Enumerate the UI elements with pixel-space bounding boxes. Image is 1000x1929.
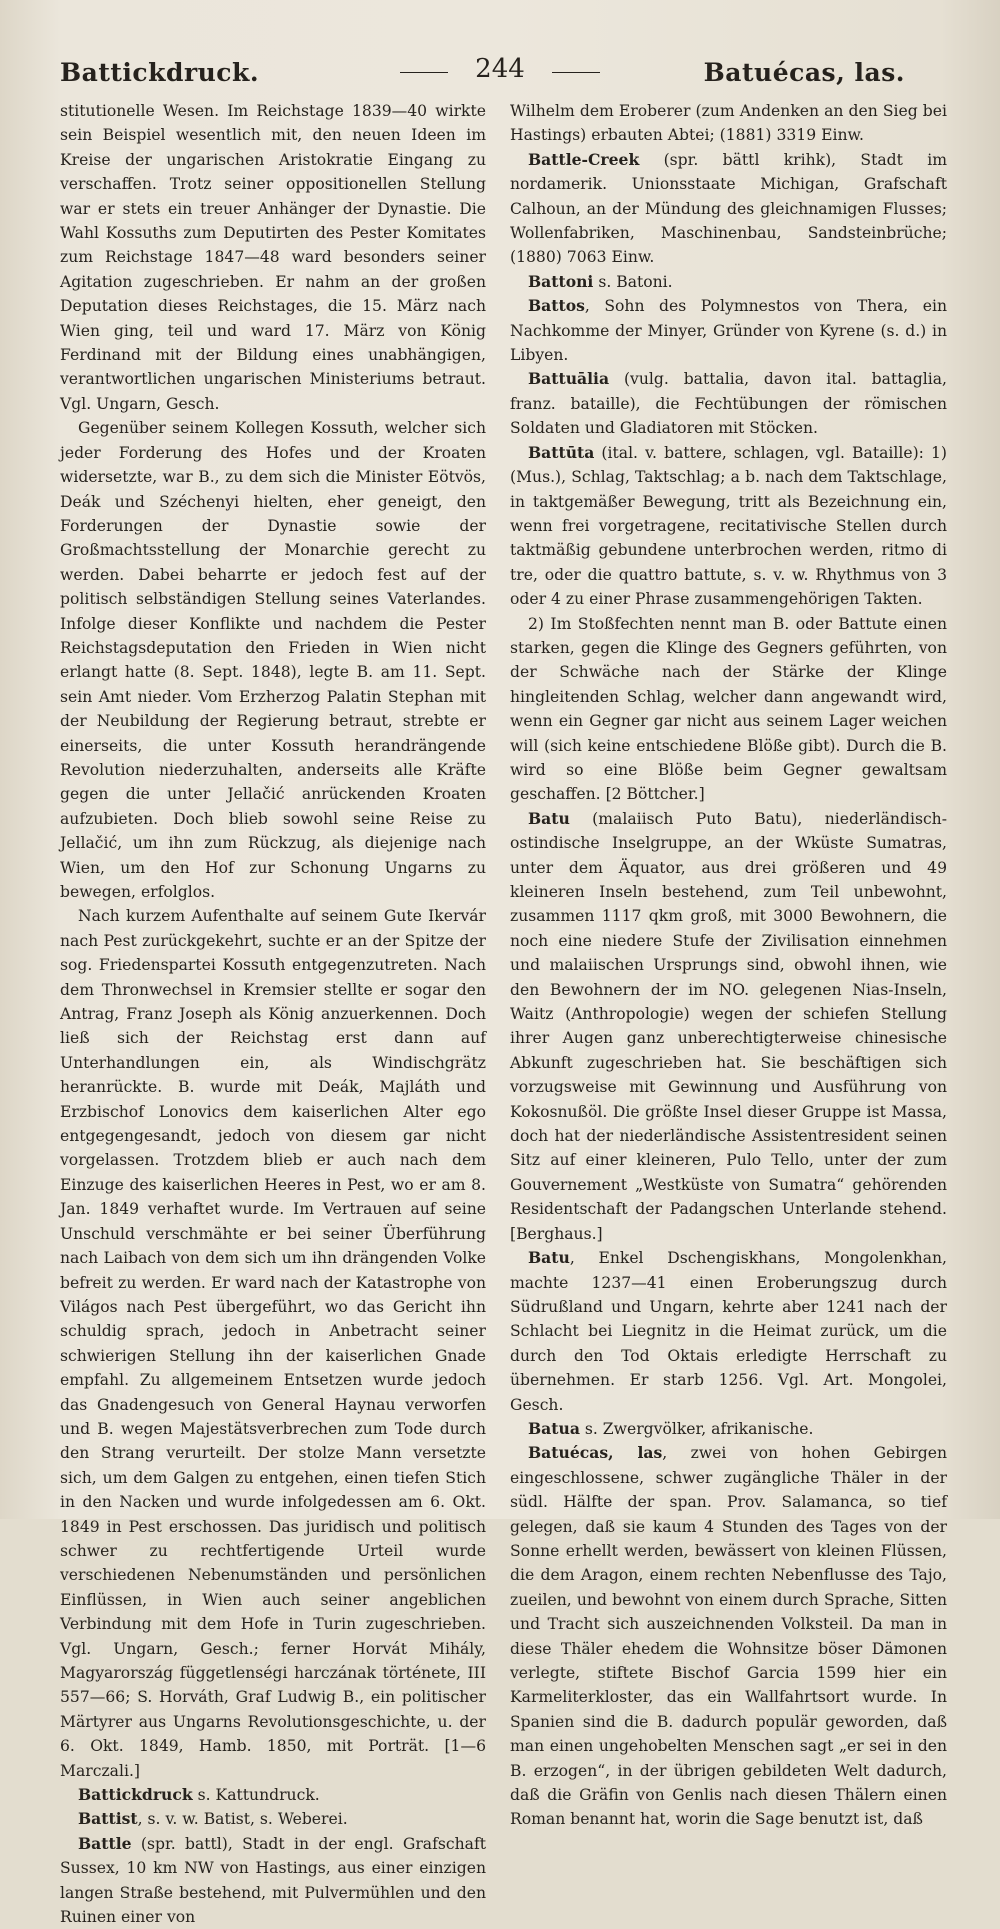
entry-lemma: Battūta [528,442,595,462]
entry-text: s. Zwergvölker, afrikanische. [579,1419,814,1438]
entry-text: (ital. v. battere, schlagen, vgl. Bataille): 1) (Mus.), Schlag, Taktschlag; a b. nach dem Taktschlage, in taktgemäßer Bewegung, tritt als Bezeichnung ein, wenn frei vorgetragene, recitativische Stellen durch taktmäßig gebundene unterbrochen werden, ritmo di tre, oder die quattro battute, s. v. w. Rhythmus von 3 oder 4 zu einer Phrase zusammengehörigen Takten. [510,443,947,609]
entry-text: (spr. bättl krihk), Stadt im nordamerik. Unionsstaate Michigan, Grafschaft Calhoun, an der Mündung des gleichnamigen Flusses; Wollenfabriken, Maschinenbau, Sandsteinbrüche; (1880) 7063 Einw. [510,150,947,267]
continuation-paragraph: stitutionelle Wesen. Im Reichstage 1839—40 wirkte sein Beispiel wesentlich mit, den neuen Ideen im Kreise der ungarischen Aristokratie Eingang zu verschaffen. Trotz seiner oppositionellen Stellung war er stets ein treuer Anhänger der Dynastie. Die Wahl Kossuths zum Deputirten des Pester Komitates zum Reichstage 1847—48 ward besonders seiner Agitation zugeschrieben. Er nahm an der großen Deputation dieses Reichstages, die 15. März nach Wien ging, teil und ward 17. März von König Ferdinand mit der Bildung eines unabhängigen, verantwortlichen ungarischen Ministeriums betraut. Vgl. Ungarn, Gesch. [60,102,486,413]
entry-text: , s. v. w. Batist, s. Weberei. [137,1810,348,1829]
entry [510,807,947,1246]
author-signature: [1—6 Marczali.] [60,1737,486,1780]
entry-lemma: Battle [78,1833,132,1853]
entry-lemma: Battos [528,296,585,316]
entry [60,1832,486,1929]
entry [510,270,947,294]
right-column [510,99,947,1829]
entry-text: (spr. battl), Stadt in der engl. Grafschaft Sussex, 10 km NW von Hastings, aus einer einzigen langen Straße bestehend, mit Pulvermühlen und den Ruinen einer von [60,1834,486,1927]
paragraph: Gegenüber seinem Kollegen Kossuth, welcher sich jeder Forderung des Hofes und der Kroaten widersetzte, war B., zu dem sich die Minister Eötvös, Deák und Széchenyi hielten, eher geneigt, den Forderungen der Dynastie sowie der Großmachtsstellung der Monarchie gerecht zu werden. Dabei beharrte er jedoch fest auf der politisch selbständigen Stellung seines Vaterlandes. Infolge dieser Konflikte und nachdem die Pester Reichstagsdeputation den Frieden in Wien nicht erlangt hatte (8. Sept. 1848), legte B. am 11. Sept. sein Amt nieder. Vom Erzherzog Palatin Stephan mit der Neubildung der Regierung betraut, strebte er einerseits, die unter Kossuth herandrängende Revolution niederzuhalten, anderseits alle Kräfte gegen die unter Jellačić anrückenden Kroaten aufzubieten. Doch blieb sowohl seine Reise zu Jellačić, um ihn zum Rückzug, als diejenige nach Wien, um den Hof zur Schonung Ungarns zu bewegen, erfolglos. [60,419,486,901]
entry-lemma: Battist [78,1809,138,1829]
entry [510,1246,947,1417]
entry-lemma: Battuālia [528,369,610,389]
author-signature: [Berghaus.] [510,1224,603,1243]
entry-lemma: Batu [528,1248,570,1268]
continuation-paragraph: Wilhelm dem Eroberer (zum Andenken an den Sieg bei Hastings) erbauten Abtei; (1881) 3319 Einw. [510,102,947,145]
entry-text: s. Batoni. [593,272,673,291]
entry-lemma: Batua [528,1418,580,1438]
entry-text: (vulg. battalia, davon ital. battaglia, franz. bataille), die Fechtübungen der römischen Soldaten und Gladiatoren mit Stöcken. [510,370,947,438]
entry-lemma: Batu [528,808,570,828]
entry-text: s. Kattundruck. [192,1786,320,1805]
paragraph [60,904,486,1783]
header-right-catchword: Batuécas, las. [703,58,905,87]
paragraph-text: Nach kurzem Aufenthalte auf seinem Gute Ikervár nach Pest zurückgekehrt, suchte er an der Spitze der sog. Friedenspartei Kossuth entgegenzutreten. Nach dem Thronwechsel in Kremsier stellte er sogar den Antrag, Franz Joseph als König anzuerkennen. Doch ließ sich der Reichstag erst dann auf Unterhandlungen ein, als Windischgrätz heranrückte. B. wurde mit Deák, Majláth und Erzbischof Lonovics dem kaiserlichen Alter ego entgegengesandt, jedoch von diesem gar nicht vorgelassen. Trotzdem blieb er auch nach dem Einzuge des kaiserlichen Heeres in Pest, wo er am 8. Jan. 1849 verhaftet wurde. Im Vertrauen auf seine Unschuld verschmähte er bei seiner Überführung nach Laibach von dem sich um ihn drängenden Volke befreit zu werden. Er ward nach der Katastrophe von Világos nach Pest übergeführt, wo das Gericht ihn schuldig sprach, jedoch in Anbetracht seiner schwierigen Stellung ihn der kaiserlichen Gnade empfahl. Zu allgemeinem Entsetzen wurde jedoch das Gnadengesuch von General Haynau verworfen und B. wegen Majestätsverbrechen zum Tode durch den Strang verurteilt. Der stolze Mann versetzte sich, um dem Galgen zu entgehen, einen tiefen Stich in den Nacken und wurde infolgedessen am 6. Okt. 1849 in Pest erschossen. Das juridisch und politisch schwer zu rechtfertigende Urteil wurde verschiedenen Nebenumständen und persönlichen Einflüssen, in Wien auch seiner angeblichen Verbindung mit dem Hofe in Turin zugeschrieben. Vgl. Ungarn, Gesch.; ferner Horvát Mihály, Magyarország függetlenségi harczának története, III 557—66; S. Horváth, Graf Ludwig B., ein politischer Märtyrer aus Ungarns Revolutionsgeschichte, u. der 6. Okt. 1849, Hamb. 1850, mit Porträt. [60,907,486,1756]
entry [510,1417,947,1441]
author-signature: [2 Böttcher.] [605,785,705,804]
page-number: 244 [400,54,600,84]
entry [510,294,947,367]
sub-entry-paragraph [510,612,947,807]
entry [510,1441,947,1832]
entry [510,367,947,440]
entry-text: , Sohn des Polymnestos von Thera, ein Nachkomme der Minyer, Gründer von Kyrene (s. d.) in Libyen. [510,297,947,365]
entry-text: , Enkel Dschengiskhans, Mongolenkhan, machte 1237—41 einen Eroberungszug durch Südrußland und Ungarn, kehrte aber 1241 nach der Schlacht bei Liegnitz in die Heimat zurück, um die durch den Tod Oktais erledigte Herrschaft zu übernehmen. Er starb 1256. Vgl. Art. Mongolei, Gesch. [510,1249,947,1414]
entry [510,441,947,612]
entry-text: , zwei von hohen Gebirgen eingeschlossene, schwer zugängliche Thäler in der südl. Hälfte der span. Prov. Salamanca, so tief gelegen, daß sie kaum 4 Stunden des Tages von der Sonne erhellt werden, bewässert von kleinen Flüssen, die dem Aragon, einem rechten Nebenflusse des Tajo, zueilen, und bewohnt von einem durch Sprache, Sitten und Tracht sich auszeichnenden Volksteil. Da man in diese Thäler ehedem die Wohnsitze böser Dämonen verlegte, stiftete Bischof Garcia 1599 hier ein Karmeliterkloster, das ein Wallfahrtsort wurde. In Spanien sind die B. dadurch populär geworden, daß man einen ungehobelten Menschen sagt „er sei in den B. erzogen“, in der übrigen gebildeten Welt dadurch, daß die Gräfin von Genlis nach diesen Thälern einen Roman benannt hat, worin die Sage benutzt ist, daß [510,1444,947,1829]
entry [60,1783,486,1807]
entry-lemma: Battickdruck [78,1785,193,1805]
header-left-catchword: Battickdruck. [60,58,260,87]
entry-text: (malaiisch Puto Batu), niederländisch-ostindische Inselgruppe, an der Wküste Sumatras, unter dem Äquator, aus drei größeren und 49 kleineren Inseln bestehend, zum Teil unbewohnt, zusammen 1117 qkm groß, mit 3000 Bewohnern, die noch eine niedere Stufe der Zivilisation einnehmen und malaiischen Ursprungs sind, obwohl ihnen, wie den Bewohnern der im NO. gelegenen Nias-Inseln, Waitz (Anthropologie) wegen der schiefen Stellung ihrer Augen ganz unberechtigterweise chinesische Abkunft zugeschrieben hat. Sie beschäftigen sich vorzugsweise mit Gewinnung und Ausführung von Kokosnußöl. Die größte Insel dieser Gruppe ist Massa, doch hat der niederländische Assistentresident seinen Sitz auf einer kleineren, Pulo Tello, unter der zum Gouvernement „Westküste von Sumatra“ gehörenden Residentschaft der Padangschen Unterlande stehend. [510,809,947,1219]
entry-lemma: Batuécas, las [528,1443,663,1463]
running-head [60,52,905,96]
entry-lemma: Battle-Creek [528,149,640,169]
entry [60,1807,486,1831]
entry-lemma: Battoni [528,271,594,291]
entry [510,148,947,270]
sub-entry-text: 2) Im Stoßfechten nennt man B. oder Battute einen starken, gegen die Klinge des Gegners geführten, von der Schwäche nach der Stärke der Klinge hingleitenden Schlag, welcher dann angewandt wird, wenn ein Gegner gar nicht aus seinem Lager weichen will (sich keine entschiedene Blöße gibt). Durch die B. wird so eine Blöße beim Gegner gewaltsam geschaffen. [510,614,947,804]
left-column [60,99,486,1927]
